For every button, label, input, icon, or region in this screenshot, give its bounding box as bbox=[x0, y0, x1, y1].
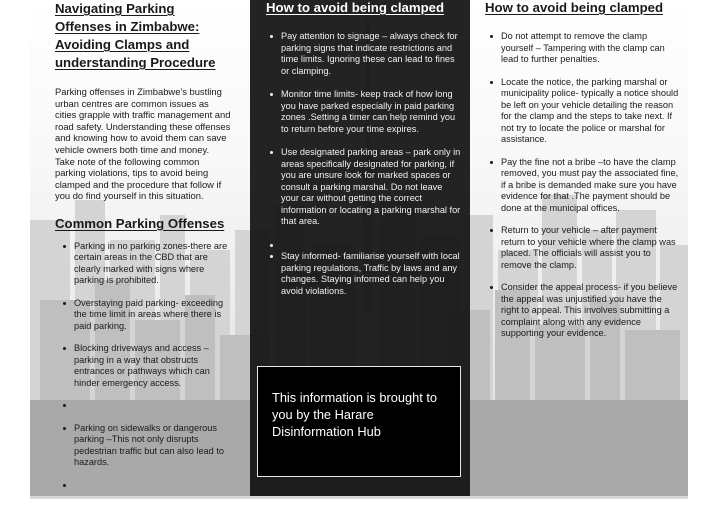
common-offenses-heading: Common Parking Offenses bbox=[55, 215, 225, 231]
list-item bbox=[501, 157, 681, 215]
bullet-icon bbox=[490, 81, 493, 84]
list-item bbox=[281, 31, 461, 77]
column-intro bbox=[55, 0, 233, 502]
list-item bbox=[501, 225, 681, 271]
offenses-list bbox=[74, 241, 234, 492]
info-box bbox=[257, 366, 461, 477]
list-item-text: Parking on sidewalks or dangerous parking –This not only disrupts pedestrian traffic but can also lead to hazards. bbox=[74, 422, 224, 468]
list-item bbox=[74, 400, 234, 412]
list-item bbox=[281, 89, 461, 135]
list-item-text: Pay attention to signage – always check for parking signs that indicate restrictions and time limits. Ignoring these can lead to fines or clamping. bbox=[281, 31, 458, 76]
page-bottom-edge bbox=[30, 496, 688, 499]
bullet-icon bbox=[63, 427, 66, 430]
list-item-text: Parking in no parking zones-there are certain areas in the CBD that are clearly marked with signs where parking is prohibited. bbox=[74, 240, 228, 286]
list-item-text: Monitor time limits- keep track of how long you have parked especially in paid parking zones .Setting a timer can help remind you to return before your time expires. bbox=[281, 89, 456, 134]
bullet-icon bbox=[270, 93, 273, 96]
avoid-tips-list bbox=[281, 31, 461, 297]
intro-paragraph: Parking offenses in Zimbabwe's bustling urban centres are common issues as cities grapple with traffic management and road safety. Understanding these offenses and knowing how to avoid them can save vehicle owners both time and money. Take note of the following common parking violations, tips to avoid being clamped and the procedure that follow if you do find yourself in this situation. bbox=[55, 86, 231, 202]
bullet-icon bbox=[63, 245, 66, 248]
bullet-icon bbox=[63, 484, 66, 487]
bullet-icon bbox=[63, 347, 66, 350]
list-item bbox=[281, 240, 461, 252]
bullet-icon bbox=[270, 244, 273, 247]
list-item bbox=[281, 251, 461, 297]
clamped-steps-list bbox=[501, 31, 681, 340]
list-item-text: Pay the fine not a bribe –to have the clamp removed, you must pay the associated fine, if a bribe is demanded make sure you have evidence for that .The payment should be done at the municipal offices. bbox=[501, 156, 679, 213]
bullet-icon bbox=[270, 35, 273, 38]
list-item bbox=[74, 423, 234, 469]
bullet-icon bbox=[63, 404, 66, 407]
column-if-clamped bbox=[470, 0, 688, 351]
bullet-icon bbox=[63, 302, 66, 305]
list-item bbox=[74, 298, 234, 333]
list-item bbox=[501, 77, 681, 146]
list-item bbox=[281, 147, 461, 228]
info-box-text: This information is brought to you by the Harare Disinformation Hub bbox=[272, 390, 438, 439]
list-item bbox=[74, 241, 234, 287]
list-item bbox=[501, 282, 681, 340]
list-item-text: Consider the appeal process- if you believe the appeal was unjustified you have the right to appeal. This involves submitting a complaint along with any evidence supporting your evidence. bbox=[501, 282, 678, 338]
bullet-icon bbox=[270, 151, 273, 154]
list-item-text: Locate the notice, the parking marshal or municipality police- typically a notice should be left on your vehicle detailing the reason for the clamp and the steps to take next. If not try to locate the police or marshal for assistance. bbox=[501, 76, 679, 144]
list-item bbox=[501, 31, 681, 66]
list-item-text: Return to your vehicle – after payment return to your vehicle where the clamp was placed. The officials will assist you to remove the clamp. bbox=[501, 225, 676, 270]
bullet-icon bbox=[490, 161, 493, 164]
list-item-text: Use designated parking areas – park only in areas specifically designated for parking, if you are unsure look for marked spaces or consult a parking marshal. Do not leave your car without getting the correct information or locating a parking marshal for that area. bbox=[281, 147, 461, 226]
list-item-text: Overstaying paid parking- exceeding the time limit in areas where there is paid parking. bbox=[74, 297, 224, 331]
list-item-text: Stay informed- familiarise yourself with local parking regulations, Traffic by laws and any changes. Staying informed can help you avoid violations. bbox=[281, 251, 460, 296]
bullet-icon bbox=[490, 35, 493, 38]
bullet-icon bbox=[270, 255, 273, 258]
avoid-clamp-heading: How to avoid being clamped bbox=[266, 0, 445, 15]
if-clamped-heading: How to avoid being clamped bbox=[485, 0, 664, 15]
list-item-text: Blocking driveways and access – parking in a way that obstructs entrances or pathways which can hinder emergency access. bbox=[74, 343, 210, 388]
list-item bbox=[74, 480, 234, 492]
list-item bbox=[74, 343, 234, 389]
bullet-icon bbox=[490, 286, 493, 289]
main-title: Navigating Parking Offenses in Zimbabwe: Avoiding Clamps and understanding Procedure bbox=[55, 1, 216, 70]
list-item-text: Do not attempt to remove the clamp yourself – Tampering with the clamp can lead to further penalties. bbox=[501, 31, 665, 64]
bullet-icon bbox=[490, 229, 493, 232]
